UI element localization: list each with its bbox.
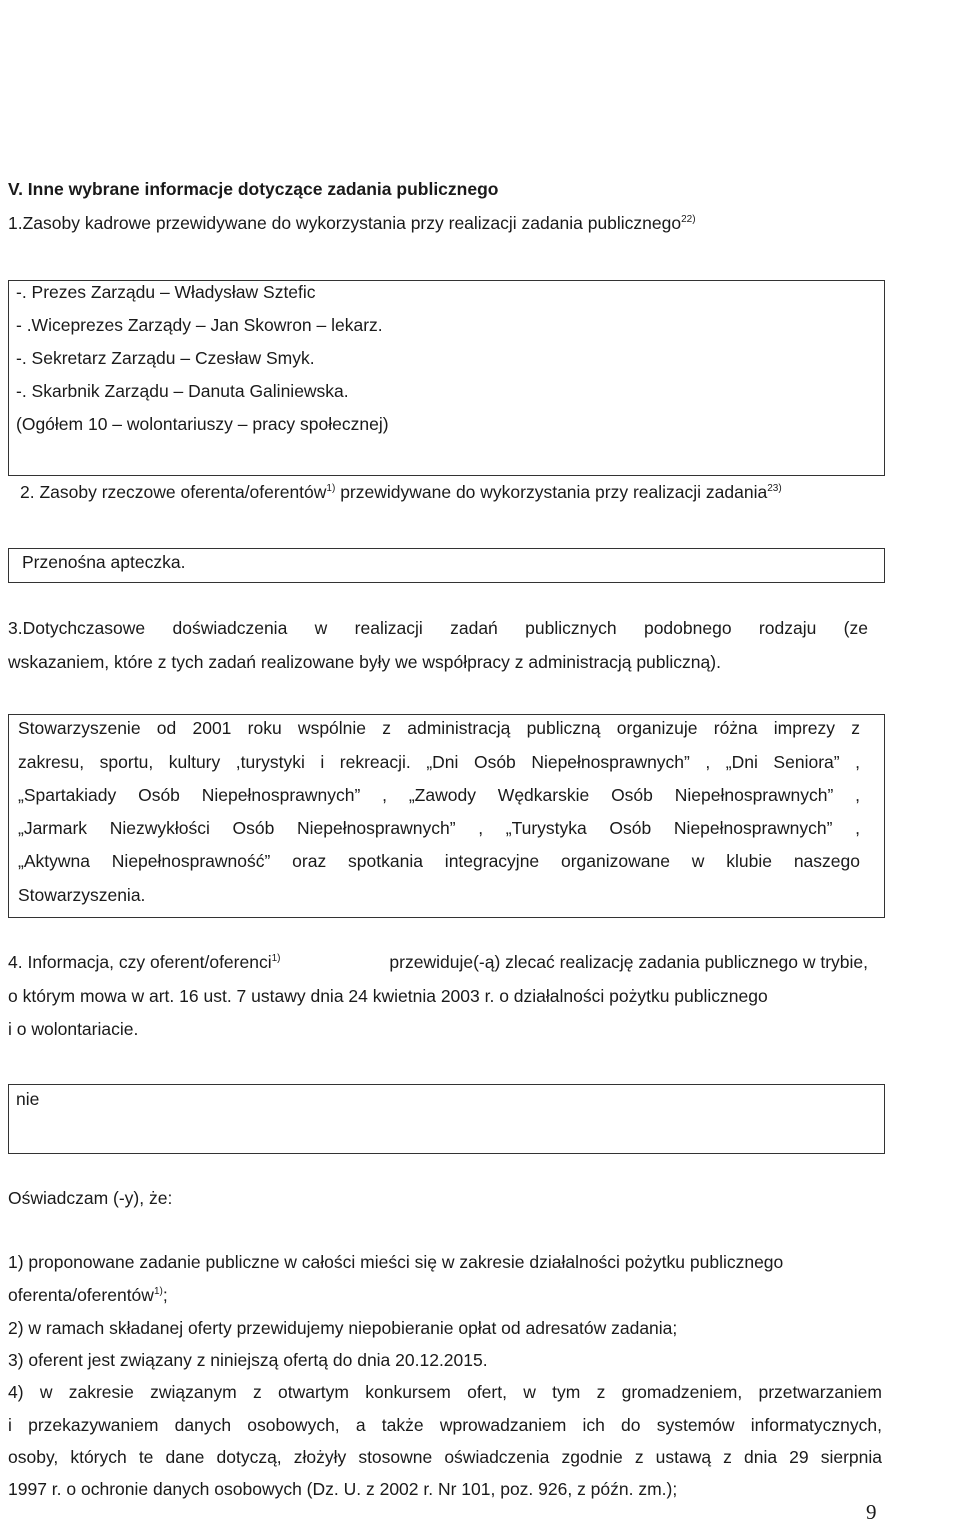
- declaration-point-2: 2) w ramach składanej oferty przewidujemy niepobieranie opłat od adresatów zadania;: [8, 1318, 678, 1338]
- subcontract-box: [8, 1084, 885, 1154]
- item2-heading: 2. Zasoby rzeczowe oferenta/oferentów$^{1)}$ przewidywane do wykorzystania przy realizacji zadania$^{23)}$: [20, 482, 782, 502]
- footnote-ref: 1): [326, 483, 336, 494]
- subcontract-answer: nie: [16, 1089, 40, 1109]
- experience-line: „Aktywna Niepełnosprawność” oraz spotkania integracyjne organizowane w klubie naszego: [18, 851, 860, 871]
- declaration-point-1: 1) proponowane zadanie publiczne w całości mieści się w zakresie działalności pożytku publicznego: [8, 1252, 784, 1272]
- declaration-point-4: i przekazywaniem danych osobowych, a także wprowadzaniem ich do systemów informatycznych,: [8, 1415, 882, 1435]
- experience-line: „Jarmark Niezwykłości Osób Niepełnosprawnych” , „Turystyka Osób Niepełnosprawnych” ,: [18, 818, 860, 838]
- page-number: 9: [866, 1500, 877, 1524]
- item4-line3: i o wolontariacie.: [8, 1019, 139, 1039]
- staff-box: [8, 280, 885, 476]
- declaration-point-4: 4) w zakresie związanym z otwartym konkursem ofert, w tym z gromadzeniem, przetwarzaniem: [8, 1382, 882, 1402]
- resources-value: Przenośna apteczka.: [22, 552, 186, 572]
- experience-line: Stowarzyszenie od 2001 roku wspólnie z administracją publiczną organizuje różna imprezy z: [18, 718, 860, 738]
- staff-line: -. Prezes Zarządu – Władysław Sztefic: [16, 282, 316, 302]
- staff-line: - .Wiceprezes Zarządy – Jan Skowron – lekarz.: [16, 315, 383, 335]
- experience-line: zakresu, sportu, kultury ,turystyki i rekreacji. „Dni Osób Niepełnosprawnych” , „Dni Seniora” ,: [18, 752, 860, 772]
- footnote-ref: 23): [767, 483, 782, 494]
- item4-line1: 4. Informacja, czy oferent/oferenci$^{1)}$ przewiduje(-ą) zlecać realizację zadania publicznego w trybie,: [8, 952, 868, 972]
- declaration-heading: Oświadczam (-y), że:: [8, 1188, 173, 1208]
- declaration-point-3: 3) oferent jest związany z niniejszą ofertą do dnia 20.12.2015.: [8, 1350, 488, 1370]
- footnote-ref: 1): [271, 953, 281, 964]
- footnote-ref: 1): [153, 1286, 163, 1297]
- item3-heading-line2: wskazaniem, które z tych zadań realizowane były we współpracy z administracją publiczną).: [8, 652, 721, 672]
- experience-line: Stowarzyszenia.: [18, 885, 146, 905]
- item1-heading: 1.Zasoby kadrowe przewidywane do wykorzystania przy realizacji zadania publicznego$^{22)}$: [8, 213, 696, 233]
- staff-line: -. Sekretarz Zarządu – Czesław Smyk.: [16, 348, 315, 368]
- declaration-point-4: osoby, których te dane dotyczą, złożyły stosowne oświadczenia zgodnie z ustawą z dnia 29 sierpnia: [8, 1447, 882, 1467]
- staff-line: -. Skarbnik Zarządu – Danuta Galiniewska.: [16, 381, 349, 401]
- declaration-point-4: 1997 r. o ochronie danych osobowych (Dz. U. z 2002 r. Nr 101, poz. 926, z późn. zm.);: [8, 1479, 678, 1499]
- footnote-ref: 22): [681, 214, 696, 225]
- item4-line2: o którym mowa w art. 16 ust. 7 ustawy dnia 24 kwietnia 2003 r. o działalności pożytku publicznego: [8, 986, 768, 1006]
- section-title: V. Inne wybrane informacje dotyczące zadania publicznego: [8, 179, 499, 199]
- experience-line: „Spartakiady Osób Niepełnosprawnych” , „Zawody Wędkarskie Osób Niepełnosprawnych” ,: [18, 785, 860, 805]
- declaration-point-1-cont: oferenta/oferentów$^{1)}$;: [8, 1285, 168, 1305]
- item3-heading-line1: 3.Dotychczasowe doświadczenia w realizacji zadań publicznych podobnego rodzaju (ze: [8, 618, 868, 638]
- staff-line: (Ogółem 10 – wolontariuszy – pracy społecznej): [16, 414, 389, 434]
